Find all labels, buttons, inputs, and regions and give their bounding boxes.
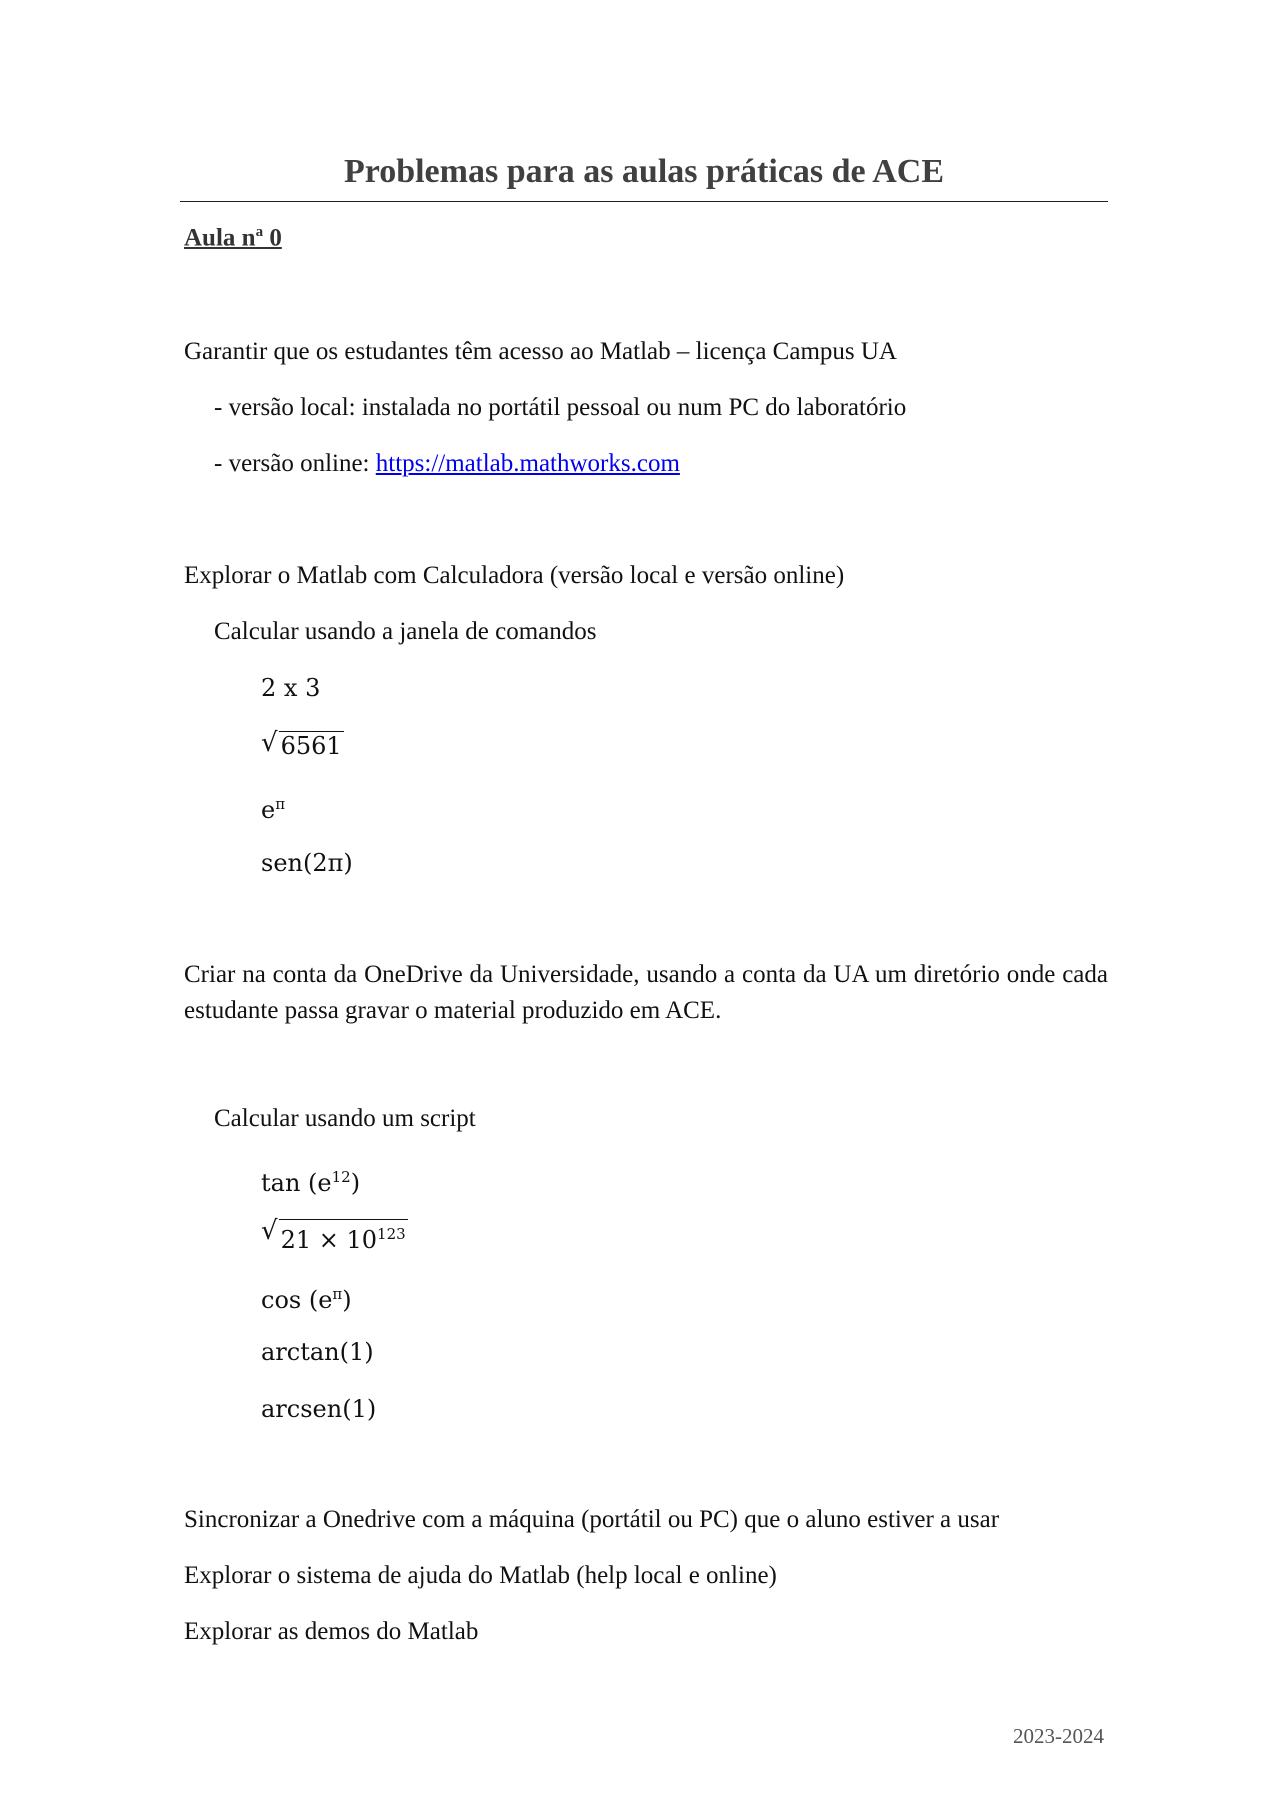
final-help: Explorar o sistema de ajuda do Matlab (help local e online): [184, 1562, 777, 1589]
script-arctan: arctan(1): [261, 1338, 374, 1366]
sqrt-symbol: √: [261, 728, 278, 758]
sqrt-symbol: √: [261, 1216, 278, 1246]
onedrive-paragraph: Criar na conta da OneDrive da Universidade, usando a conta da UA um diretório onde cada estudante passa gravar o material produzido em ACE.: [184, 961, 1108, 1024]
calc-sqrt: [261, 728, 344, 760]
access-intro: Garantir que os estudantes têm acesso ao Matlab – licença Campus UA: [184, 338, 897, 365]
calc-exp: $e^\pi$: [261, 795, 286, 824]
page-title: Problemas para as aulas práticas de ACE: [343, 153, 945, 190]
sqrt-argument: $21 \times 10^{123}$: [279, 1219, 408, 1254]
final-sync: Sincronizar a Onedrive com a máquina (portátil ou PC) que o aluno estiver a usar: [184, 1506, 1000, 1533]
script-tan: $\tan (e^{12})$: [261, 1168, 361, 1197]
footer-year: 2023-2024: [1013, 1724, 1104, 1748]
access-local: - versão local: instalada no portátil pessoal ou num PC do laboratório: [214, 394, 907, 421]
title-divider: [180, 201, 1108, 202]
script-sqrt: [261, 1216, 408, 1254]
calculator-subheading: Calcular usando a janela de comandos: [214, 618, 597, 645]
access-online: [214, 448, 680, 480]
sqrt-argument: 6561: [280, 732, 342, 760]
script-subheading: Calcular usando um script: [214, 1105, 476, 1132]
calc-mult: 2 x 3: [261, 674, 321, 702]
calculator-intro: Explorar o Matlab com Calculadora (versão local e versão online): [184, 562, 845, 589]
lesson-heading: Aula $n^a$ 0: [184, 224, 282, 252]
matlab-online-link[interactable]: https://matlab.mathworks.com: [375, 450, 680, 477]
calc-sen: sen(2π): [261, 849, 353, 877]
final-demos: Explorar as demos do Matlab: [184, 1618, 479, 1645]
script-arcsen: arcsen(1): [261, 1395, 377, 1423]
script-cos: $\cos (e^\pi)$: [261, 1285, 352, 1314]
access-online-label: - versão online:: [214, 450, 376, 477]
